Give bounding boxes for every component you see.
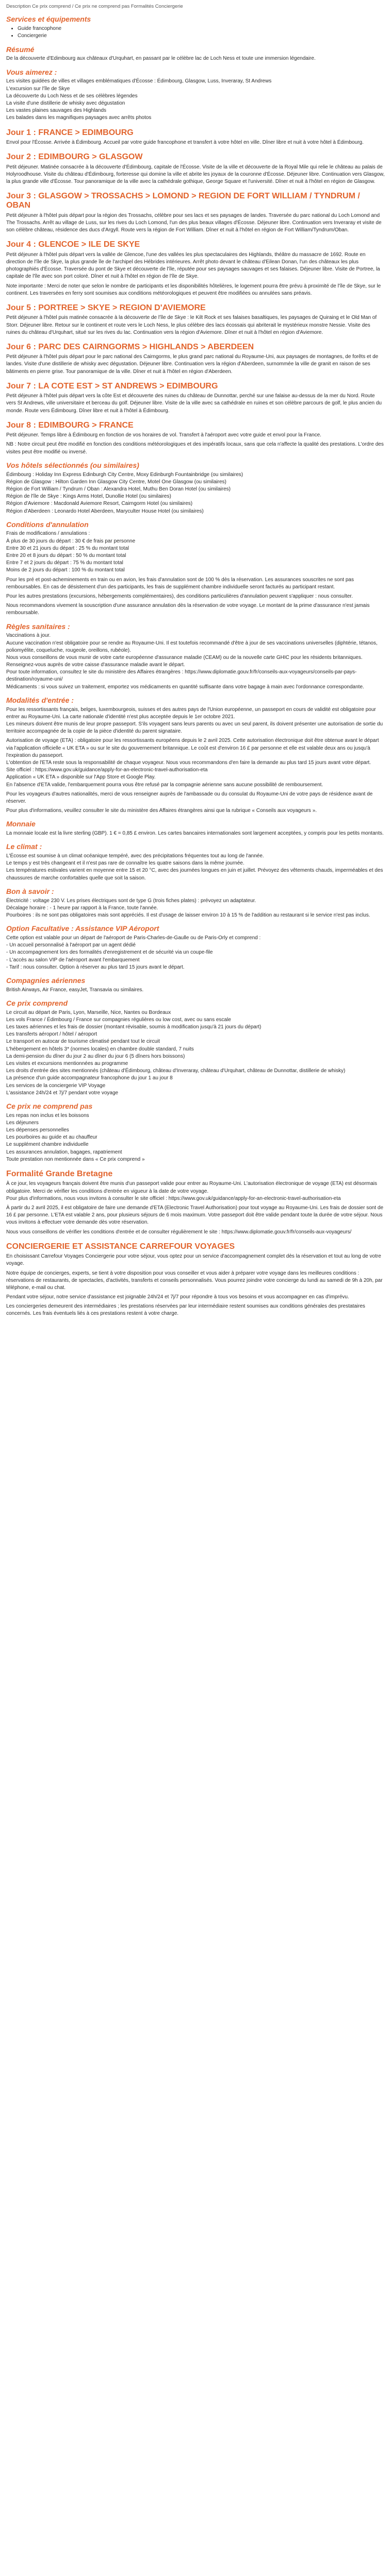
section-heading: Formalité Grande Bretagne <box>6 1170 113 1179</box>
paragraph: Pour les ressortissants français, belges, luxembourgeois, suisses et des autres pays de l'Union européenne, un passeport en cours de validité est obligatoire pour entrer au Royaume-Uni. La carte nationale d'identité n'est plus acceptée depuis le 1er octobre 2021. Les mineurs doivent être munis de leur propre passeport. S'ils voyagent sans leurs parents ou avec un seul parent, ils doivent présenter une autorisation de sortie du territoire accompagnée de la copie de la pièce d'identité du parent signataire. <box>6 706 383 735</box>
paragraph: Petit déjeuner à l'hôtel puis départ vers la vallée de Glencoe, l'une des vallées les plus spectaculaires des Highlands, théâtre du massacre de 1692. Route en direction de l'île de Skye, la plus grande île de l'archipel des Hébrides intérieures. Arrêt photo devant le château d'Eilean Donan, l'un des châteaux les plus photographiés d'Écosse. Traversée du pont de Skye et découverte de l'île, réputée pour ses paysages sauvages et ses falaises. Déjeuner libre. Visite de Portree, la capitale de l'île avec son port coloré. Dîner et nuit à l'hôtel en région de l'île de Skye. <box>6 251 380 280</box>
list-item: • Guide francophone <box>18 25 385 32</box>
section-heading: Résumé <box>6 45 35 54</box>
paragraph: En choisissant Carrefour Voyages Conciergerie pour votre séjour, vous optez pour un service d'accompagnement complet dès la réservation et tout au long de votre voyage. <box>6 1253 381 1267</box>
paragraph: Petit déjeuner à l'hôtel puis matinée consacrée à la découverte de l'île de Skye : le Kilt Rock et ses falaises basaltiques, les paysages de Quiraing et le Old Man of Storr. Déjeuner libre. Retour sur le continent et route vers le Loch Ness, le plus célèbre des lacs écossais qui abriterait le mystérieux monstre Nessie. Visite des ruines du château d'Urquhart, situé sur les rives du lac. Continuation vers la région d'Aviemore. Dîner et nuit à l'hôtel en région d'Aviemore. <box>6 315 377 335</box>
paragraph: Électricité : voltage 230 V. Les prises électriques sont de type G (trois fiches plates) : prévoyez un adaptateur. Décalage horaire : - 1 heure par rapport à la France, toute l'année. Pourboires : ils ne sont pas obligatoires mais sont appréciés. Il est d'usage de laisser environ 10 à 15 % de l'addition au restaurant si le service n'est pas inclus. <box>6 897 370 918</box>
paragraph: À partir du 2 avril 2025, il est obligatoire de faire une demande d'ETA (Electronic Travel Authorisation) pour tout voyage au Royaume-Uni. Les frais de dossier sont de 16 £ par personne. L'ETA est valable 2 ans, pour plusieurs séjours de 6 mois maximum. Votre passeport doit être valide pendant toute la durée de votre séjour. Nous vous invitons à effectuer votre demande dès votre réservation. <box>6 1205 384 1226</box>
paragraph: Envol pour l'Écosse. Arrivée à Édimbourg. Accueil par votre guide francophone et transfert à votre hôtel en ville. Dîner libre et nuit à votre hôtel à Édimbourg. <box>6 139 364 145</box>
section-heading: Modalités d'entrée : <box>6 696 74 704</box>
paragraph: La monnaie locale est la livre sterling (GBP). 1 € = 0,85 £ environ. Les cartes bancaires internationales sont largement acceptées, y compris pour les petits montants. <box>6 831 384 837</box>
section-heading: Jour 3 : GLASGOW > TROSSACHS > LOMOND > REGION DE FORT WILLIAM / TYNDRUM / OBAN <box>6 192 360 210</box>
paragraph: Pour les pré et post-acheminements en train ou en avion, les frais d'annulation sont de 100 % dès la réservation. Les assurances souscrites ne sont pas remboursables. En cas de désistement d'un des participants, les frais de supplément chambre individuelle seront facturés au participant restant. <box>6 577 354 590</box>
section-heading: Monnaie <box>6 820 36 828</box>
section-heading: Jour 8 : EDIMBOURG > FRANCE <box>6 420 134 430</box>
paragraph: De la découverte d'Edimbourg aux châteaux d'Urquhart, en passant par le célèbre lac de Loch Ness et toute une immersion légendaire. <box>6 56 316 62</box>
section-heading: Jour 1 : FRANCE > EDIMBOURG <box>6 128 134 137</box>
paragraph: Les visites guidées de villes et villages emblématiques d'Écosse : Édimbourg, Glasgow, Luss, Inveraray, St Andrews L'excursion sur l'île de Skye La découverte du Loch Ness et de ses célèbres légendes La visite d'une distillerie de whisky avec dégustation Les vastes plaines sauvages des Highlands Les balades dans les magnifiques paysages avec arrêts photos <box>6 78 272 121</box>
paragraph: NB : Notre circuit peut être modifié en fonction des conditions météorologiques et des impératifs locaux, sans que cela n'affecte la qualité des prestations. L'ordre des visites peut être modifié ou inversé. <box>6 442 384 455</box>
section-heading: Bon à savoir : <box>6 887 54 895</box>
section-heading: Vous aimerez : <box>6 67 57 76</box>
section-heading: Jour 4 : GLENCOE > ILE DE SKYE <box>6 240 140 249</box>
paragraph: Petit déjeuner à l'hôtel puis départ pour la région des Trossachs, célèbre pour ses lacs et ses paysages de landes. Traversée du parc national du Loch Lomond and The Trossachs. Arrêt au village de Luss, sur les rives du Loch Lomond, l'un des plus beaux villages d'Écosse. Déjeuner libre. Continuation vers Inveraray et visite de son célèbre château, résidence des ducs d'Argyll. Route vers la région de Fort William. Dîner et nuit à l'hôtel en région de Fort William/Tyndrum/Oban. <box>6 212 382 233</box>
section-heading: Jour 6 : PARC DES CAIRNGORMS > HIGHLANDS > ABERDEEN <box>6 342 254 351</box>
paragraph: À ce jour, les voyageurs français doivent être munis d'un passeport valide pour entrer au Royaume-Uni. L'autorisation électronique de voyage (ETA) est désormais obligatoire. Merci de vérifier les conditions d'entrée en vigueur à la date de votre voyage. Pour plus d'informations, nous vous invitons à consulter le site officiel : https://www.gov.uk/guidance/apply-for-an-electronic-travel-authorisation-eta <box>6 1181 378 1201</box>
paragraph: Pendant votre séjour, notre service d'assistance est joignable 24h/24 et 7j/7 pour répondre à tous vos besoins et vous accompagner en cas d'imprévu. <box>6 1294 349 1300</box>
paragraph: Frais de modifications / annulations : À plus de 30 jours du départ : 30 € de frais par personne Entre 30 et 21 jours du départ : 25 % du montant total Entre 20 et 8 jours du départ : 50 % du montant total Entre 7 et 2 jours du départ : 75 % du montant total Moins de 2 jours du départ : 100 % du montant total <box>6 531 136 573</box>
paragraph: British Airways, Air France, easyJet, Transavia ou similaires. <box>6 987 144 993</box>
paragraph: Notre équipe de concierges, experts, se tient à votre disposition pour vous conseiller et vous aider à préparer votre voyage dans les meilleures conditions : réservations de restaurants, de spectacles, d'activités, transferts et conseils personnalisés. Vous pourrez joindre votre concierge du lundi au samedi de 9h à 20h, par téléphone, e-mail ou chat. <box>6 1270 383 1291</box>
breadcrumb[interactable]: Description Ce prix comprend / Ce prix ne comprend pas Formalités Conciergerie <box>6 4 183 9</box>
paragraph: Les repas non inclus et les boissons Les déjeuners Les dépenses personnelles Les pourboires au guide et au chauffeur Le supplément chambre individuelle Les assurances annulation, bagages, rapatriement Toute prestation non mentionnée dans « Ce prix comprend » <box>6 1112 145 1162</box>
paragraph: Cette option est valable pour un départ de l'aéroport de Paris-Charles-de-Gaulle ou de Paris-Orly et comprend : - Un accueil personnalisé à l'aéroport par un agent dédié - Un accompagnement lors des formalités d'enregistrement et de sécurité via un coupe-file - L'accès au salon VIP de l'aéroport avant l'embarquement - Tarif : nous consulter. Option à réserver au plus tard 15 jours avant le départ. <box>6 935 261 970</box>
paragraph: Le circuit au départ de Paris, Lyon, Marseille, Nice, Nantes ou Bordeaux Les vols France / Édimbourg / France sur compagnies régulières ou low cost, avec ou sans escale Les taxes aériennes et les frais de dossier (montant révisable, soumis à modification jusqu'à 21 jours du départ) Les transferts aéroport / hôtel / aéroport Le transport en autocar de tourisme climatisé pendant tout le circuit L'hébergement en hôtels 3* (normes locales) en chambre double standard, 7 nuits La demi-pension du dîner du jour 2 au dîner du jour 6 (5 dîners hors boissons) Les visites et excursions mentionnées au programme Les droits d'entrée des sites mentionnés (château d'Édimbourg, château d'Inveraray, château d'Urquhart, château de Dunnottar, distillerie de whisky) La présence d'un guide accompagnateur francophone du jour 1 au jour 8 Les services de la conciergerie VIP Voyage L'assistance 24h/24 et 7j/7 pendant votre voyage <box>6 1009 346 1096</box>
section-heading: Jour 7 : LA COTE EST > ST ANDREWS > EDIMBOURG <box>6 381 218 391</box>
paragraph: Nous recommandons vivement la souscription d'une assurance annulation dès la réservation de votre voyage. Le montant de la prime d'assurance n'est jamais remboursable. <box>6 603 370 616</box>
section-heading: Jour 2 : EDIMBOURG > GLASGOW <box>6 152 143 162</box>
paragraph: L'Écosse est soumise à un climat océanique tempéré, avec des précipitations fréquentes tout au long de l'année. Le temps y est très changeant et il n'est pas rare de connaître les quatre saisons dans la même journée. Les températures estivales varient en moyenne entre 15 et 20 °C, avec des journées longues en juin et juillet. Prévoyez des vêtements chauds, imperméables et des chaussures de marche confortables quelle que soit la saison. <box>6 853 383 881</box>
section-heading: Option Facultative : Assistance VIP Aéroport <box>6 924 159 933</box>
paragraph: Petit déjeuner à l'hôtel puis départ pour le parc national des Cairngorms, le plus grand parc national du Royaume-Uni, aux paysages de montagnes, de forêts et de landes. Visite d'une distillerie de whisky avec dégustation. Déjeuner libre. Continuation vers la région d'Aberdeen, surnommée la ville de granit en raison de ses bâtiments en pierre grise. Tour panoramique de la ville. Dîner et nuit à l'hôtel en région d'Aberdeen. <box>6 354 379 375</box>
paragraph: Petit déjeuner. Temps libre à Édimbourg en fonction de vos horaires de vol. Transfert à l'aéroport avec votre guide et envol pour la France. <box>6 432 321 438</box>
paragraph: Petit déjeuner. Matinée consacrée à la découverte d'Édimbourg, capitale de l'Écosse. Visite de la ville et découverte de la Royal Mile qui relie le château au palais de Holyroodhouse. Visite du château d'Édimbourg, forteresse qui domine la ville et abrite les joyaux de la couronne d'Écosse. Déjeuner libre. Continuation vers Glasgow, la plus grande ville d'Écosse. Tour panoramique de la ville avec la cathédrale gothique, George Square et l'université. Dîner et nuit à l'hôtel en région de Glasgow. <box>6 164 385 184</box>
list-item: • Conciergerie <box>18 32 385 40</box>
paragraph: Pour les voyageurs d'autres nationalités, merci de vous renseigner auprès de l'ambassade ou du consulat du Royaume-Uni de votre pays de résidence avant de réserver. <box>6 791 373 804</box>
section-heading: Le climat : <box>6 842 42 851</box>
section-heading: Jour 5 : PORTREE > SKYE > REGION D'AVIEMORE <box>6 303 206 312</box>
section-heading: Règles sanitaires : <box>6 622 70 631</box>
section-heading: Ce prix ne comprend pas <box>6 1101 93 1110</box>
section-heading: Services et équipements <box>6 15 91 24</box>
section-heading: Vos hôtels sélectionnés (ou similaires) <box>6 461 139 469</box>
paragraph: Nous vous conseillons de vérifier les conditions d'entrée et de consulter régulièrement le site : https://www.diplomatie.gouv.fr/fr/conseils-aux-voyageurs/ <box>6 1229 352 1235</box>
paragraph: Vaccinations à jour. Aucune vaccination n'est obligatoire pour se rendre au Royaume-Uni. Il est toutefois recommandé d'être à jour de ses vaccinations universelles (diphtérie, tétanos, poliomyélite, coqueluche, rougeole, oreillons, rubéole). Nous vous conseillons de vous munir de votre carte européenne d'assurance maladie (CEAM) ou de la nouvelle carte GHIC pour les résidents britanniques. Renseignez-vous auprès de votre caisse d'assurance maladie avant le départ. Pour toute information, consultez le site du ministère des Affaires étrangères : https://www.diplomatie.gouv.fr/fr/conseils-aux-voyageurs/conseils-par-pays-destination/royaume-uni/ Médicaments : si vous suivez un traitement, emportez vos médicaments en quantité suffisante dans votre bagage à main avec l'ordonnance correspondante. <box>6 633 378 690</box>
content-sections <box>6 15 385 1317</box>
section-heading: Compagnies aériennes <box>6 976 86 985</box>
paragraph: Les conciergeries demeurent des intermédiaires ; les prestations réservées par leur intermédiaire restent soumises aux conditions générales des prestataires concernés. Les frais éventuels liés à ces prestations restent à votre charge. <box>6 1303 365 1317</box>
paragraph: Pour les autres prestations (excursions, hébergements complémentaires), des conditions particulières d'annulation peuvent s'appliquer : nous consulter. <box>6 593 353 599</box>
section-heading: CONCIERGERIE ET ASSISTANCE CARREFOUR VOYAGES <box>6 1242 235 1251</box>
bullet-list <box>6 25 385 40</box>
paragraph: Autorisation de voyage (ETA) : obligatoire pour les ressortissants européens depuis le 2 avril 2025. Cette autorisation électronique doit être obtenue avant le départ via l'application officielle « UK ETA » ou sur le site du gouvernement britannique. Le coût est d'environ 16 £ par personne et elle est valable deux ans ou jusqu'à l'expiration du passeport. L'obtention de l'ETA reste sous la responsabilité de chaque voyageur. Nous vous recommandons d'en faire la demande au plus tard 15 jours avant votre départ. Site officiel : https://www.gov.uk/guidance/apply-for-an-electronic-travel-authorisation-eta Application « UK ETA » disponible sur l'App Store et Google Play. En l'absence d'ETA valide, l'embarquement pourra vous être refusé par la compagnie aérienne sans aucune possibilité de remboursement. <box>6 738 379 788</box>
paragraph: Pour plus d'informations, veuillez consulter le site du ministère des Affaires étrangères ainsi que la rubrique « Conseils aux voyageurs ». <box>6 808 317 814</box>
paragraph: Petit déjeuner à l'hôtel puis départ vers la côte Est et découverte des ruines du château de Dunnottar, perché sur une falaise au-dessus de la mer du Nord. Route vers St Andrews, ville universitaire et berceau du golf. Déjeuner libre. Visite de la ville avec sa cathédrale en ruines et son célèbre parcours de golf, le plus ancien du monde. Route vers Édimbourg. Dîner libre et nuit à l'hôtel à Édimbourg. <box>6 393 382 414</box>
paragraph: Édimbourg : Holiday Inn Express Edinburgh City Centre, Moxy Edinburgh Fountainbridge (ou similaires) Région de Glasgow : Hilton Garden Inn Glasgow City Centre, Motel One Glasgow (ou similaires) Région de Fort William / Tyndrum / Oban : Alexandra Hotel, Muthu Ben Doran Hotel (ou similaires) Région de l'île de Skye : Kings Arms Hotel, Dunollie Hotel (ou similaires) Région d'Aviemore : Macdonald Aviemore Resort, Cairngorm Hotel (ou similaires) Région d'Aberdeen : Leonardo Hotel Aberdeen, Maryculter House Hotel (ou similaires) <box>6 471 243 514</box>
paragraph: Note importante : Merci de noter que selon le nombre de participants et les disponibilités hôtelières, le logement pourra être prévu à proximité de l'île de Skye, sur le continent. Les traversées en ferry sont soumises aux conditions météorologiques et peuvent être modifiées ou annulées sans préavis. <box>6 283 381 296</box>
section-heading: Conditions d'annulation <box>6 520 89 529</box>
section-heading: Ce prix comprend <box>6 998 68 1007</box>
